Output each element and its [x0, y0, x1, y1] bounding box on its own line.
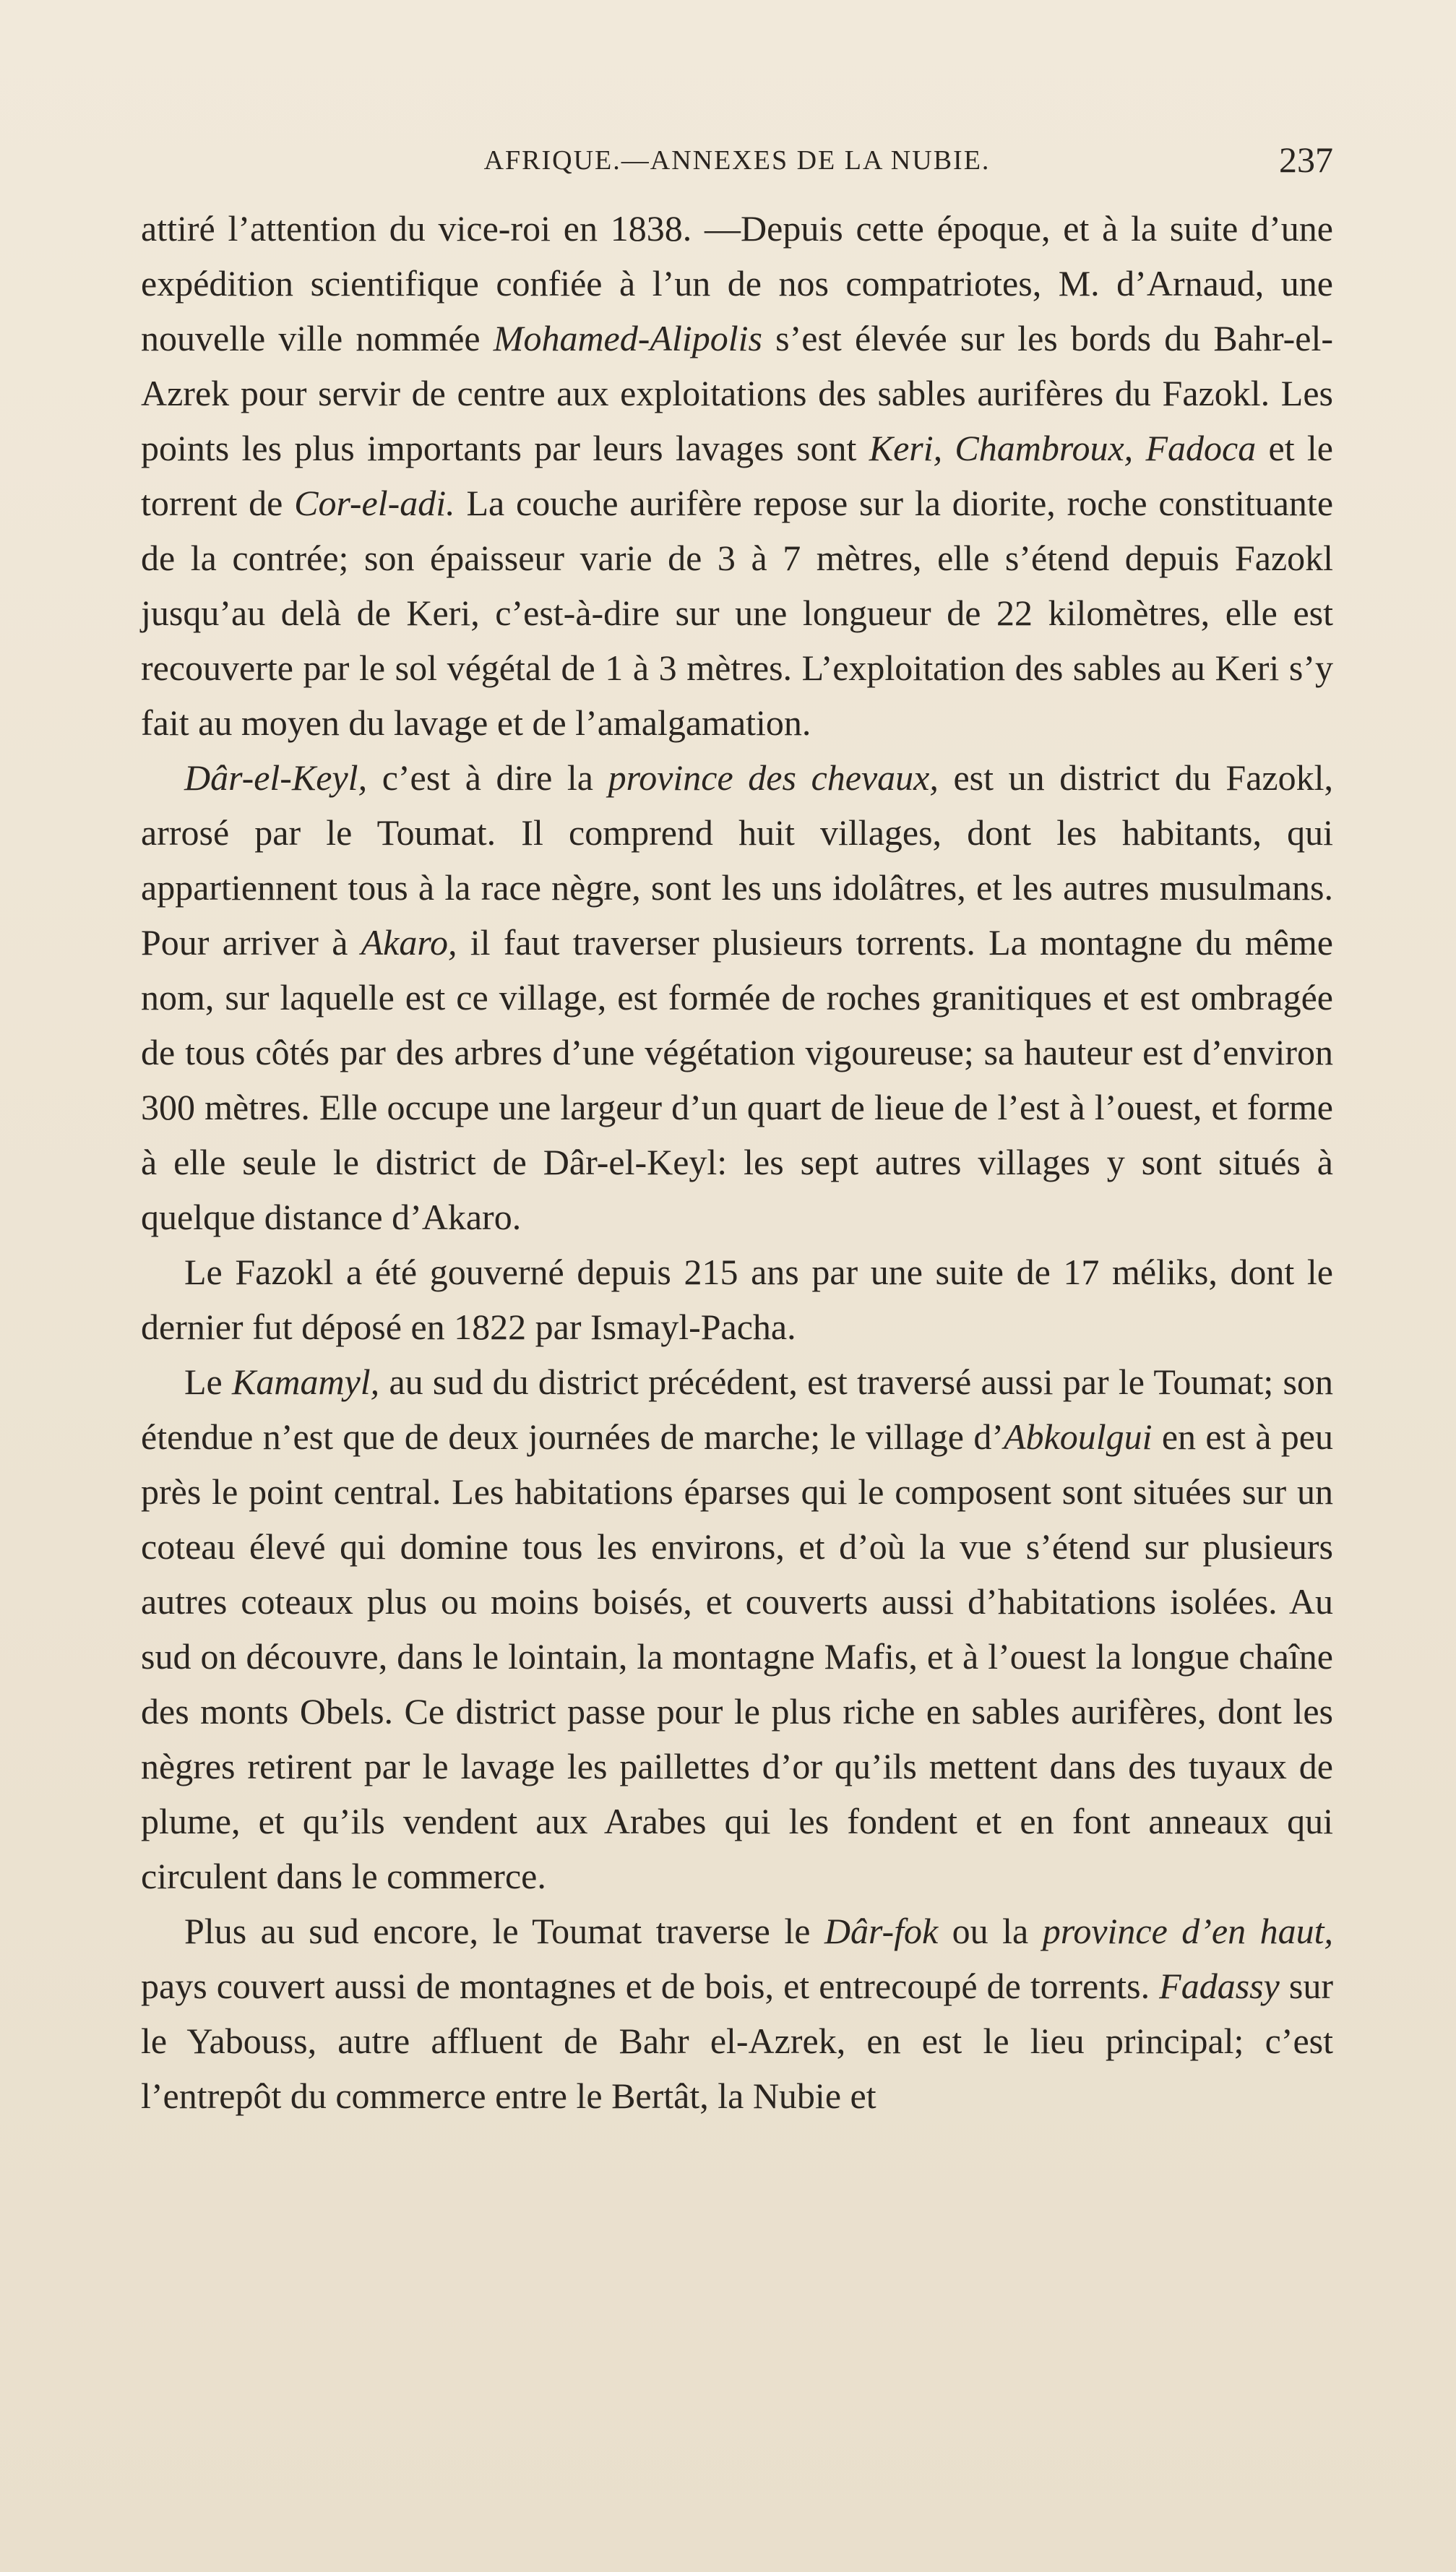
running-head: [141, 139, 1333, 182]
text-run: il faut traverser plusieurs torrents. La montagne du même nom, sur laquelle est ce village, est formée de roches granitiques et est ombragée de tous côtés par des arbres d’une végétation vigoureuse; sa hauteur est d’environ 300 mètres. Elle occupe une largeur d’un quart de lieue de l’est à l’ouest, et forme à elle seule le district de Dâr-el-Keyl: les sept autres villages y sont situés à quelque distance d’Akaro.: [141, 922, 1333, 1237]
paragraph: [141, 750, 1333, 1244]
text-run: pays couvert aussi de montagnes et de bois, et entrecoupé de torrents.: [141, 1966, 1160, 2006]
italic-term: province d’en haut,: [1042, 1911, 1333, 1951]
italic-term: Fadassy: [1159, 1966, 1280, 2006]
italic-term: Akaro,: [361, 922, 457, 963]
text-run: en est à peu près le point central. Les habitations éparses qui le composent sont situées sur un coteau élevé qui domine tous les environs, et d’où la vue s’étend sur plusieurs autres coteaux plus ou moins boisés, et couverts aussi d’habitations isolées. Au sud on découvre, dans le lointain, la montagne Mafis, et à l’ouest la longue chaîne des monts Obels. Ce district passe pour le plus riche en sables aurifères, dont les nègres retirent par le lavage les paillettes d’or qu’ils mettent dans des tuyaux de plume, et qu’ils vendent aux Arabes qui les fondent et en font anneaux qui circulent dans le commerce.: [141, 1416, 1333, 1896]
body-text: [141, 201, 1333, 2123]
text-run: sur le Yabouss, autre affluent de Bahr el-Azrek, en est le lieu principal; c’est l’entrepôt du commerce entre le Bertât, la Nubie et: [141, 1966, 1334, 2116]
italic-term: Mohamed-Alipolis: [493, 318, 762, 358]
paragraph: [141, 1244, 1333, 1354]
paragraph: [141, 1904, 1333, 2123]
italic-term: Kamamyl,: [232, 1362, 380, 1402]
text-run: c’est à dire la: [367, 757, 608, 798]
italic-term: Dâr-el-Keyl,: [184, 757, 368, 798]
text-run: La couche aurifère repose sur la diorite, roche constituante de la contrée; son épaisseur varie de 3 à 7 mètres, elle s’étend depuis Fazokl jusqu’au delà de Keri, c’est-à-dire sur une longueur de 22 kilomètres, elle est recouverte par le sol végétal de 1 à 3 mètres. L’exploitation des sables au Keri s’y fait au moyen du lavage et de l’amalgamation.: [141, 483, 1334, 743]
running-title: AFRIQUE.—ANNEXES DE LA NUBIE.: [483, 145, 991, 176]
italic-term: Keri, Chambroux, Fadoca: [869, 428, 1257, 468]
page-number: 237: [1279, 139, 1333, 180]
paragraph: [141, 1354, 1333, 1904]
text-run: Le: [184, 1362, 233, 1402]
text-run: attiré l’attention du vice-roi en 1838. —Depuis cette époque, et à la suite d’une expédition scientifique confiée à l’un de nos compatriotes, M. d’Arnaud, une nouvelle ville nommée: [141, 208, 1333, 358]
text-run: et le torrent de: [141, 428, 1333, 523]
text-run: au sud du district précédent, est traversé aussi par le Toumat; son étendue n’est que de deux journées de marche; le village d’: [141, 1362, 1334, 1457]
text-run: ou la: [938, 1911, 1043, 1951]
text-run: s’est élevée sur les bords du Bahr-el-Azrek pour servir de centre aux exploitations des sables aurifères du Fazokl. Les points les plus importants par leurs lavages sont: [141, 318, 1333, 468]
text-run: est un district du Fazokl, arrosé par le Toumat. Il comprend huit villages, dont les habitants, qui appartiennent tous à la race nègre, sont les uns idolâtres, et les autres musulmans. Pour arriver à: [141, 757, 1333, 963]
italic-term: Cor-el-adi.: [294, 483, 455, 523]
italic-term: Dâr-fok: [824, 1911, 939, 1951]
italic-term: province des chevaux,: [608, 757, 939, 798]
text-run: Le Fazokl a été gouverné depuis 215 ans par une suite de 17 méliks, dont le dernier fut déposé en 1822 par Ismayl-Pacha.: [141, 1252, 1333, 1347]
italic-term: Abkoulgui: [1004, 1416, 1153, 1457]
paragraph: [141, 201, 1333, 750]
text-run: Plus au sud encore, le Toumat traverse le: [184, 1911, 824, 1951]
